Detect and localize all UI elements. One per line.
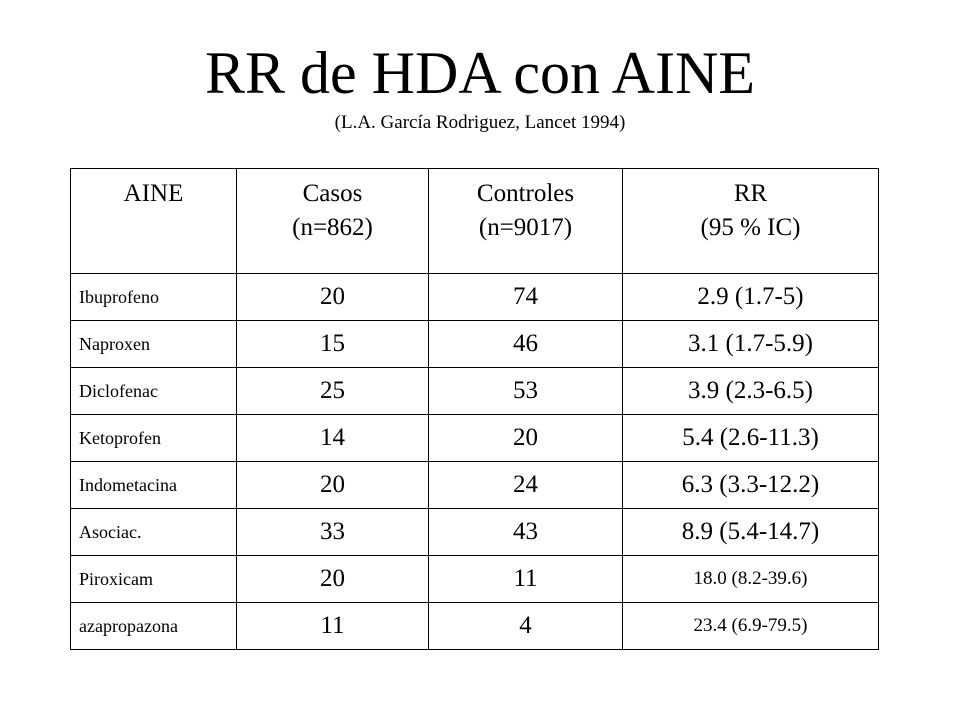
header-aine-label: AINE	[123, 180, 184, 207]
controles-value: 46	[429, 321, 623, 368]
header-casos	[237, 169, 429, 274]
table-row	[71, 321, 879, 368]
casos-value: 20	[237, 556, 429, 603]
drug-name: Diclofenac	[71, 368, 237, 415]
table-row	[71, 274, 879, 321]
header-controles	[429, 169, 623, 274]
table-row	[71, 603, 879, 650]
controles-value: 43	[429, 509, 623, 556]
rr-value: 6.3 (3.3-12.2)	[623, 462, 879, 509]
casos-value: 20	[237, 274, 429, 321]
casos-value: 14	[237, 415, 429, 462]
casos-value: 11	[237, 603, 429, 650]
casos-value: 15	[237, 321, 429, 368]
drug-name: Asociac.	[71, 509, 237, 556]
results-table	[70, 168, 879, 650]
drug-name: Piroxicam	[71, 556, 237, 603]
header-rr	[623, 169, 879, 274]
rr-value: 3.9 (2.3-6.5)	[623, 368, 879, 415]
drug-name: Indometacina	[71, 462, 237, 509]
controles-value: 11	[429, 556, 623, 603]
controles-value: 53	[429, 368, 623, 415]
rr-value: 5.4 (2.6-11.3)	[623, 415, 879, 462]
title-block	[0, 40, 960, 136]
table-row	[71, 509, 879, 556]
rr-value: 3.1 (1.7-5.9)	[623, 321, 879, 368]
slide-title: RR de HDA con AINE	[205, 40, 755, 106]
controles-value: 74	[429, 274, 623, 321]
drug-name: Ibuprofeno	[71, 274, 237, 321]
controles-value: 20	[429, 415, 623, 462]
rr-value: 2.9 (1.7-5)	[623, 274, 879, 321]
rr-value: 8.9 (5.4-14.7)	[623, 509, 879, 556]
drug-name: Ketoprofen	[71, 415, 237, 462]
casos-value: 25	[237, 368, 429, 415]
drug-name: Naproxen	[71, 321, 237, 368]
header-controles-n: (n=9017)	[478, 214, 573, 241]
table-row	[71, 415, 879, 462]
table-row	[71, 462, 879, 509]
casos-value: 20	[237, 462, 429, 509]
header-rr-label: RR	[733, 180, 768, 207]
controles-value: 4	[429, 603, 623, 650]
header-rr-ci: (95 % IC)	[700, 214, 801, 241]
header-controles-label: Controles	[476, 180, 575, 207]
rr-value: 23.4 (6.9-79.5)	[623, 603, 879, 650]
header-casos-label: Casos	[302, 180, 363, 207]
casos-value: 33	[237, 509, 429, 556]
table-header-row	[71, 169, 879, 274]
slide-subtitle: (L.A. García Rodriguez, Lancet 1994)	[334, 112, 626, 133]
rr-value: 18.0 (8.2-39.6)	[623, 556, 879, 603]
controles-value: 24	[429, 462, 623, 509]
drug-name: azapropazona	[71, 603, 237, 650]
header-aine	[71, 169, 237, 274]
table-row	[71, 368, 879, 415]
table-row	[71, 556, 879, 603]
header-casos-n: (n=862)	[292, 214, 373, 241]
